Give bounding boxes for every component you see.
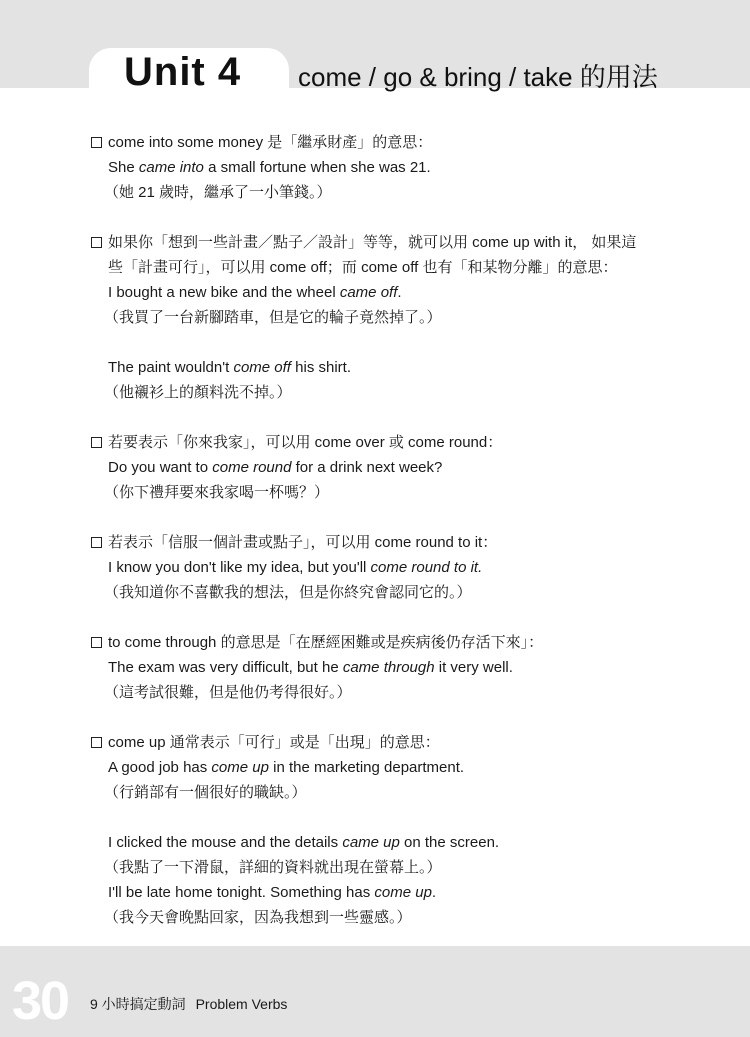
example-sentence	[108, 358, 351, 378]
text-segment: his shirt.	[290, 359, 351, 376]
text-segment: The paint wouldn't	[108, 359, 234, 376]
checkbox-icon	[91, 437, 102, 448]
example-sentence	[108, 883, 436, 903]
translation	[104, 683, 352, 703]
translation	[104, 783, 307, 803]
phrase-emphasis: came through	[342, 659, 435, 676]
text-segment: 些「計畫可行」，可以用 come off；而 come off 也有「和某物分離」的意思：	[108, 259, 618, 276]
book-title-zh: 9 小時搞定動詞	[90, 996, 186, 1012]
example-sentence	[108, 458, 442, 478]
text-segment: .	[397, 284, 402, 301]
text-segment: （我知道你不喜歡我的想法，但是你終究會認同它的。）	[104, 584, 472, 601]
rule-line	[91, 433, 502, 453]
text-segment: come into some money 是「繼承財產」的意思：	[108, 134, 433, 151]
phrase-emphasis: come off	[233, 359, 291, 376]
checkbox-icon	[91, 537, 102, 548]
phrase-emphasis: come round	[212, 459, 292, 476]
book-title	[90, 994, 287, 1014]
text-segment: a small fortune when she was 21.	[203, 159, 431, 176]
text-segment: （這考試很難，但是他仍考得很好。）	[104, 684, 352, 701]
phrase-emphasis: came into	[138, 159, 204, 176]
translation	[104, 483, 329, 503]
page-number: 30	[12, 971, 69, 1031]
text-segment: （你下禮拜要來我家喝一杯嗎？）	[104, 484, 330, 501]
text-segment: A good job has	[108, 759, 212, 776]
translation	[104, 183, 332, 203]
example-sentence	[108, 158, 431, 178]
example-sentence	[108, 758, 464, 778]
text-segment: I'll be late home tonight. Something has	[108, 884, 375, 901]
text-segment: for a drink next week?	[291, 459, 443, 476]
text-segment: in the marketing department.	[268, 759, 465, 776]
text-segment: （行銷部有一個很好的職缺。）	[104, 784, 307, 801]
text-segment: 若表示「信服一個計畫或點子」，可以用 come round to it：	[108, 534, 498, 551]
text-segment: come up 通常表示「可行」或是「出現」的意思：	[108, 734, 440, 751]
example-sentence	[108, 658, 513, 678]
text-segment: to come through 的意思是「在歷經困難或是疾病後仍存活下來」：	[108, 634, 544, 651]
example-sentence	[108, 558, 482, 578]
text-segment: 若要表示「你來我家」，可以用 come over 或 come round：	[108, 434, 503, 451]
rule-line	[91, 533, 497, 553]
translation	[104, 383, 292, 403]
rule-line	[91, 233, 636, 253]
translation	[104, 858, 442, 878]
example-sentence	[108, 283, 402, 303]
text-segment: I bought a new bike and the wheel	[108, 284, 340, 301]
translation	[104, 308, 442, 328]
example-sentence	[108, 833, 499, 853]
text-segment: （他襯衫上的顏料洗不掉。）	[104, 384, 292, 401]
text-segment: 如果你「想到一些計畫／點子／設計」等等，就可以用 come up with it， 如果這	[108, 234, 637, 251]
phrase-emphasis: come up	[211, 759, 269, 776]
phrase-emphasis: came up	[342, 834, 400, 851]
checkbox-icon	[91, 637, 102, 648]
phrase-emphasis: came off	[339, 284, 398, 301]
unit-subtitle: come / go & bring / take 的用法	[298, 62, 658, 92]
text-segment: Do you want to	[108, 459, 213, 476]
checkbox-icon	[91, 137, 102, 148]
text-segment: I know you don't like my idea, but you'll	[108, 559, 371, 576]
unit-title: Unit 4	[124, 50, 242, 94]
rule-line	[91, 733, 440, 753]
phrase-emphasis: come round to it.	[370, 559, 483, 576]
book-title-en: Problem Verbs	[195, 996, 288, 1012]
text-segment: The exam was very difficult, but he	[108, 659, 343, 676]
text-segment: （我今天會晚點回家，因為我想到一些靈感。）	[104, 909, 412, 926]
checkbox-icon	[91, 737, 102, 748]
footer-band	[0, 946, 750, 1037]
phrase-emphasis: come up	[374, 884, 432, 901]
rule-line	[91, 133, 432, 153]
text-segment: .	[431, 884, 437, 901]
text-segment: on the screen.	[399, 834, 500, 851]
text-segment: （她 21 歲時，繼承了一小筆錢。）	[104, 184, 332, 201]
translation	[104, 908, 412, 928]
text-segment: She	[108, 159, 139, 176]
text-segment: it very well.	[434, 659, 513, 676]
text-segment: （我買了一台新腳踏車，但是它的輪子竟然掉了。）	[104, 309, 442, 326]
text-segment: I clicked the mouse and the details	[108, 834, 343, 851]
checkbox-icon	[91, 237, 102, 248]
rule-continuation	[108, 258, 618, 278]
text-segment: （我點了一下滑鼠，詳細的資料就出現在螢幕上。）	[104, 859, 442, 876]
translation	[104, 583, 472, 603]
rule-line	[91, 633, 543, 653]
